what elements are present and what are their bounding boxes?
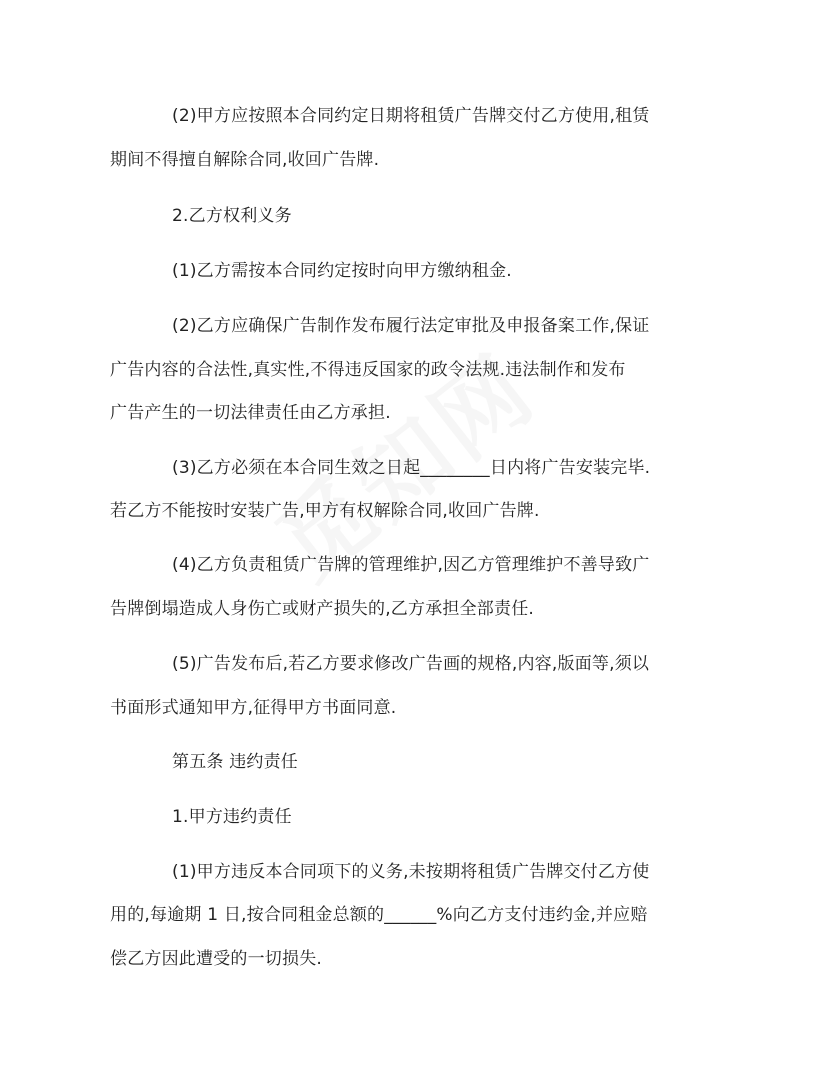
- paragraph-line: 书面形式通知甲方,征得甲方书面同意.: [110, 698, 397, 718]
- article-heading: 第五条 违约责任: [172, 752, 299, 772]
- paragraph-line: (1)甲方违反本合同项下的义务,未按期将租赁广告牌交付乙方使: [172, 862, 650, 882]
- paragraph-line: (2)甲方应按照本合同约定日期将租赁广告牌交付乙方使用,租赁: [172, 106, 650, 126]
- paragraph-line: (3)乙方必须在本合同生效之日起________日内将广告安装完毕.: [172, 458, 651, 478]
- paragraph-line: 广告产生的一切法律责任由乙方承担.: [110, 403, 391, 423]
- paragraph-line: 用的,每逾期 1 日,按合同租金总额的______%向乙方支付违约金,并应赔: [110, 905, 648, 925]
- paragraph-line: (5)广告发布后,若乙方要求修改广告画的规格,内容,版面等,须以: [172, 654, 650, 674]
- paragraph-line: (1)乙方需按本合同约定按时向甲方缴纳租金.: [172, 261, 512, 281]
- paragraph-line: 若乙方不能按时安装广告,甲方有权解除合同,收回广告牌.: [110, 501, 540, 521]
- section-heading: 2.乙方权利义务: [172, 206, 292, 226]
- paragraph-line: (2)乙方应确保广告制作发布履行法定审批及申报备案工作,保证: [172, 316, 650, 336]
- paragraph-line: 告牌倒塌造成人身伤亡或财产损失的,乙方承担全部责任.: [110, 599, 535, 619]
- paragraph-line: 偿乙方因此遭受的一切损失.: [110, 949, 323, 969]
- paragraph-line: 广告内容的合法性,真实性,不得违反国家的政令法规.违法制作和发布: [110, 360, 626, 380]
- section-heading: 1.甲方违约责任: [172, 807, 292, 827]
- paragraph-line: (4)乙方负责租赁广告牌的管理维护,因乙方管理维护不善导致广: [172, 555, 650, 575]
- paragraph-line: 期间不得擅自解除合同,收回广告牌.: [110, 150, 380, 170]
